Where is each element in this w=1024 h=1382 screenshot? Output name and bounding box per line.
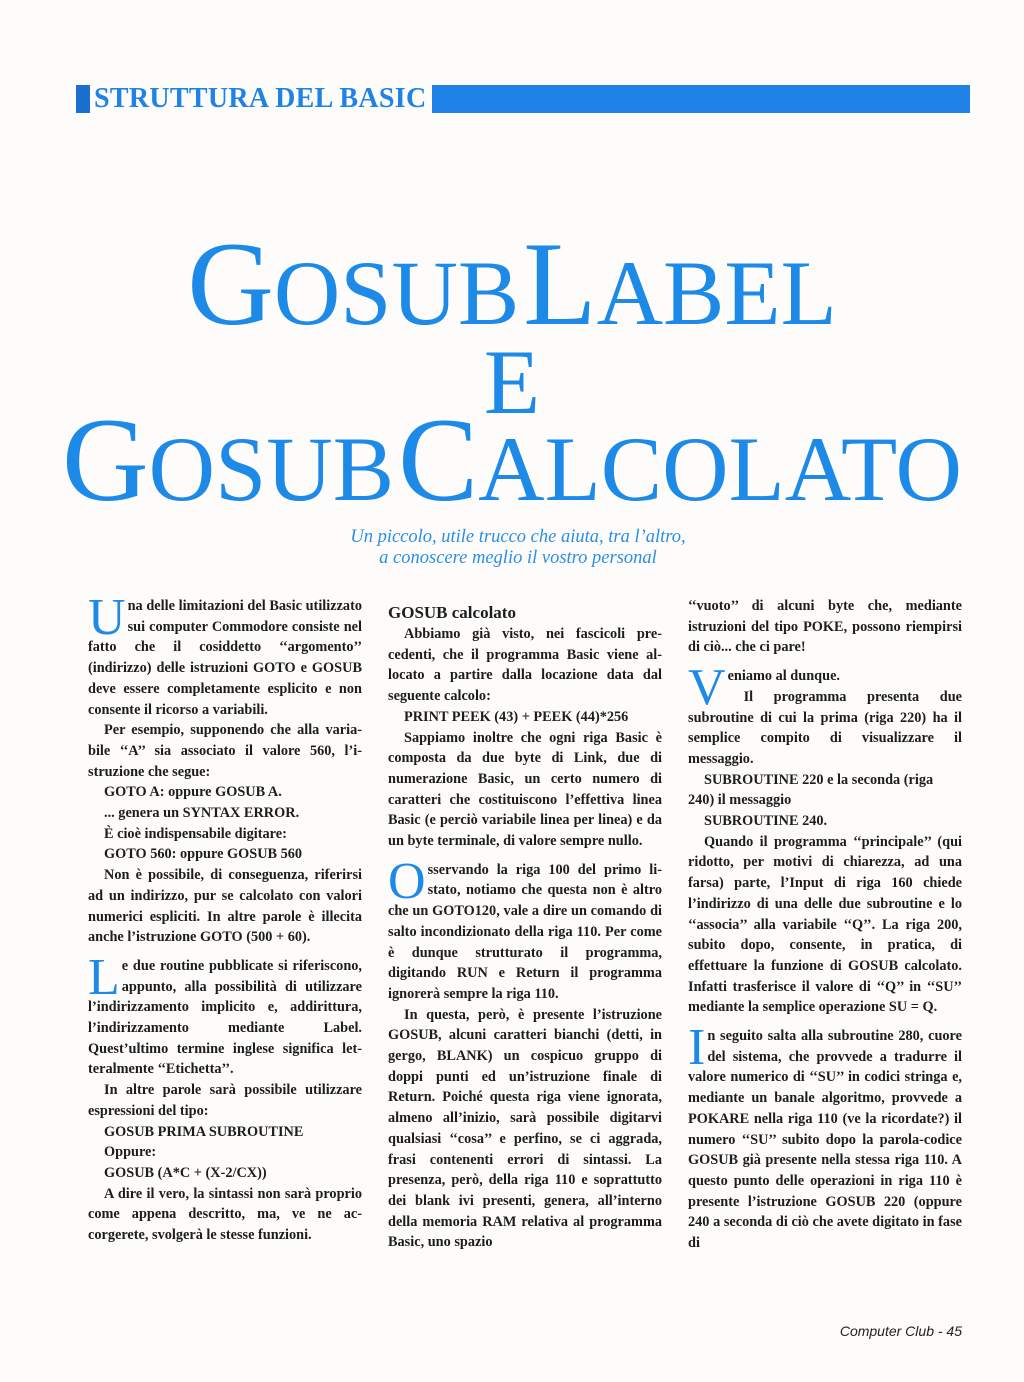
- title-line-2: E: [483, 331, 541, 433]
- article-column-1: [88, 589, 362, 1246]
- paragraph: Quando il programma ‘‘principale’’ (qui ridotto, per motivi di chiarezza, ad una farsa) parte, l’Input di riga 160 chiede l’indirizzo di una delle due subroutine e lo ‘‘associa’’ alla variabile ‘‘Q’’. La riga 200, subito dopo, consente, in pratica, di effettuare la funzione di GOSUB calcolato. Infatti trasferisce il valore di ‘‘Q’’ in ‘‘SU’’ mediante la semplice operazione SU = Q.: [688, 833, 962, 1016]
- drop-cap: I: [688, 1019, 706, 1077]
- subtitle: [0, 527, 1024, 569]
- section-header-bar: [76, 85, 970, 113]
- code-line: SUBROUTINE 240.: [704, 813, 828, 830]
- article-column-3: [688, 596, 962, 1254]
- code-line: SUBROUTINE 220 e la seconda (riga 240) il messaggio: [688, 771, 934, 809]
- paragraph: Abbiamo già visto, nei fascicoli precedenti, che il programma Basic viene allocato a partire dalla locazione data dal seguente calcolo:: [388, 626, 662, 705]
- drop-cap: O: [388, 852, 426, 910]
- paragraph: Il programma presenta due subroutine di cui la prima (riga 220) ha il semplice compito di visualizzare il messaggio.: [688, 688, 962, 767]
- paragraph: Veniamo al dunque.: [688, 659, 840, 717]
- code-line: GOTO 560: oppure GOSUB 560: [104, 846, 303, 863]
- drop-cap: V: [688, 659, 726, 717]
- drop-cap: U: [88, 589, 126, 646]
- paragraph: In questa, però, è presente l’istruzione GOSUB, alcuni caratteri bianchi (detti, in gergo, BLANK) un cospicuo gruppo di doppi punti ed un’istruzione finale di Return. Poiché questa riga viene ignorata, almeno all’inizio, sarà possibile digitarvi qualsiasi ‘‘cosa’’ e perfino, se ci aggrada, frasi contenenti errori di sintassi. La presenza, però, della riga 110 e soprattutto dei blank ivi presenti, genera, all’interno della memoria RAM relativa al programma Basic, uno spazio: [388, 1006, 662, 1251]
- code-line: ... genera un SYNTAX ERROR.: [104, 805, 300, 822]
- paragraph: Non è possibile, di conseguenza, riferirsi ad un indirizzo, pur se calcolato con valori numerici espliciti. In altre parole è illecita anche l’istruzione GOTO (500 + 60).: [88, 867, 362, 946]
- section-label: STRUTTURA DEL BASIC: [90, 85, 432, 113]
- subtitle-line-2: a conoscere meglio il vostro personal: [379, 548, 657, 568]
- title-line-3: GOSUB CALCOLATO: [62, 393, 962, 526]
- paragraph: ‘‘vuoto’’ di alcuni byte che, mediante istruzioni del tipo POKE, possono riempirsi di ciò... che ci pare!: [688, 598, 962, 656]
- code-line: È cioè indispensabile digitare:: [104, 825, 287, 842]
- section-heading: GOSUB calcolato: [388, 603, 516, 622]
- article-column-2: [388, 596, 662, 1253]
- subtitle-line-1: Un piccolo, utile trucco che aiuta, tra l’altro,: [350, 527, 686, 547]
- paragraph: Le due routine pubblicate si riferiscono, appunto, alla possibilità di utilizzare l’indirizzamento implicito e, addirittura, l’indirizzamento mediante Label. Quest’ultimo termine inglese significa letteralmente ‘‘Etichetta’’.: [88, 948, 362, 1078]
- page-footer: Computer Club - 45: [839, 1323, 962, 1339]
- paragraph: In seguito salta alla subroutine 280, cuore del sistema, che provvede a tradurre il valore numerico di ‘‘SU’’ in codici stringa e, mediante un banale algoritmo, provvede a POKARE nella riga 110 (ve la ricordate?) il numero ‘‘SU’’ subito dopo la parola-codice GOSUB già presente nella stessa riga 110. A questo punto delle operazioni in riga 110 è presente l’istruzione GOSUB 220 (oppure 240 a seconda di ciò che avete digitato in fase di: [688, 1019, 962, 1252]
- code-line: GOTO A: oppure GOSUB A.: [104, 784, 282, 801]
- code-line: GOSUB (A*C + (X-2/CX)): [104, 1164, 267, 1181]
- paragraph: Per esempio, supponendo che alla variabile ‘‘A’’ sia associato il valore 560, l’istruzione che segue:: [88, 722, 362, 780]
- paragraph: A dire il vero, la sintassi non sarà proprio come appena descritto, ma, ve ne accorgerete, svolgerà le stesse funzioni.: [88, 1185, 362, 1244]
- paragraph: In altre parole sarà possibile utilizzare espressioni del tipo:: [88, 1082, 362, 1119]
- drop-cap: L: [88, 948, 120, 1006]
- paragraph: Una delle limitazioni del Basic utilizzato sui computer Commodore consiste nel fatto che il cosiddetto ‘‘argomento’’ (indirizzo) delle istruzioni GOTO e GOSUB deve essere completamente esplicito e non consente il ricorso a variabili.: [88, 589, 362, 718]
- paragraph: Osservando la riga 100 del primo listato, notiamo che questa non è altro che un GOTO120, vale a dire un comando di salto incondizionato della riga 110. Per come è dunque strutturato il programma, digitando RUN e Return il programma ignorerà sempre la riga 110.: [388, 852, 662, 1002]
- code-line: GOSUB PRIMA SUBROUTINE: [104, 1123, 304, 1140]
- code-line: Oppure:: [104, 1144, 157, 1161]
- title-line-1: GOSUB LABEL: [187, 217, 837, 350]
- section-marker: [76, 85, 90, 113]
- code-line: PRINT PEEK (43) + PEEK (44)*256: [404, 708, 629, 725]
- paragraph: Sappiamo inoltre che ogni riga Basic è composta da due byte di Link, due di numerazione Basic, un certo numero di caratteri che costituiscono l’effettiva linea Basic (e perciò variabile linea per linea) e da un byte terminale, di valore sempre nullo.: [388, 729, 662, 850]
